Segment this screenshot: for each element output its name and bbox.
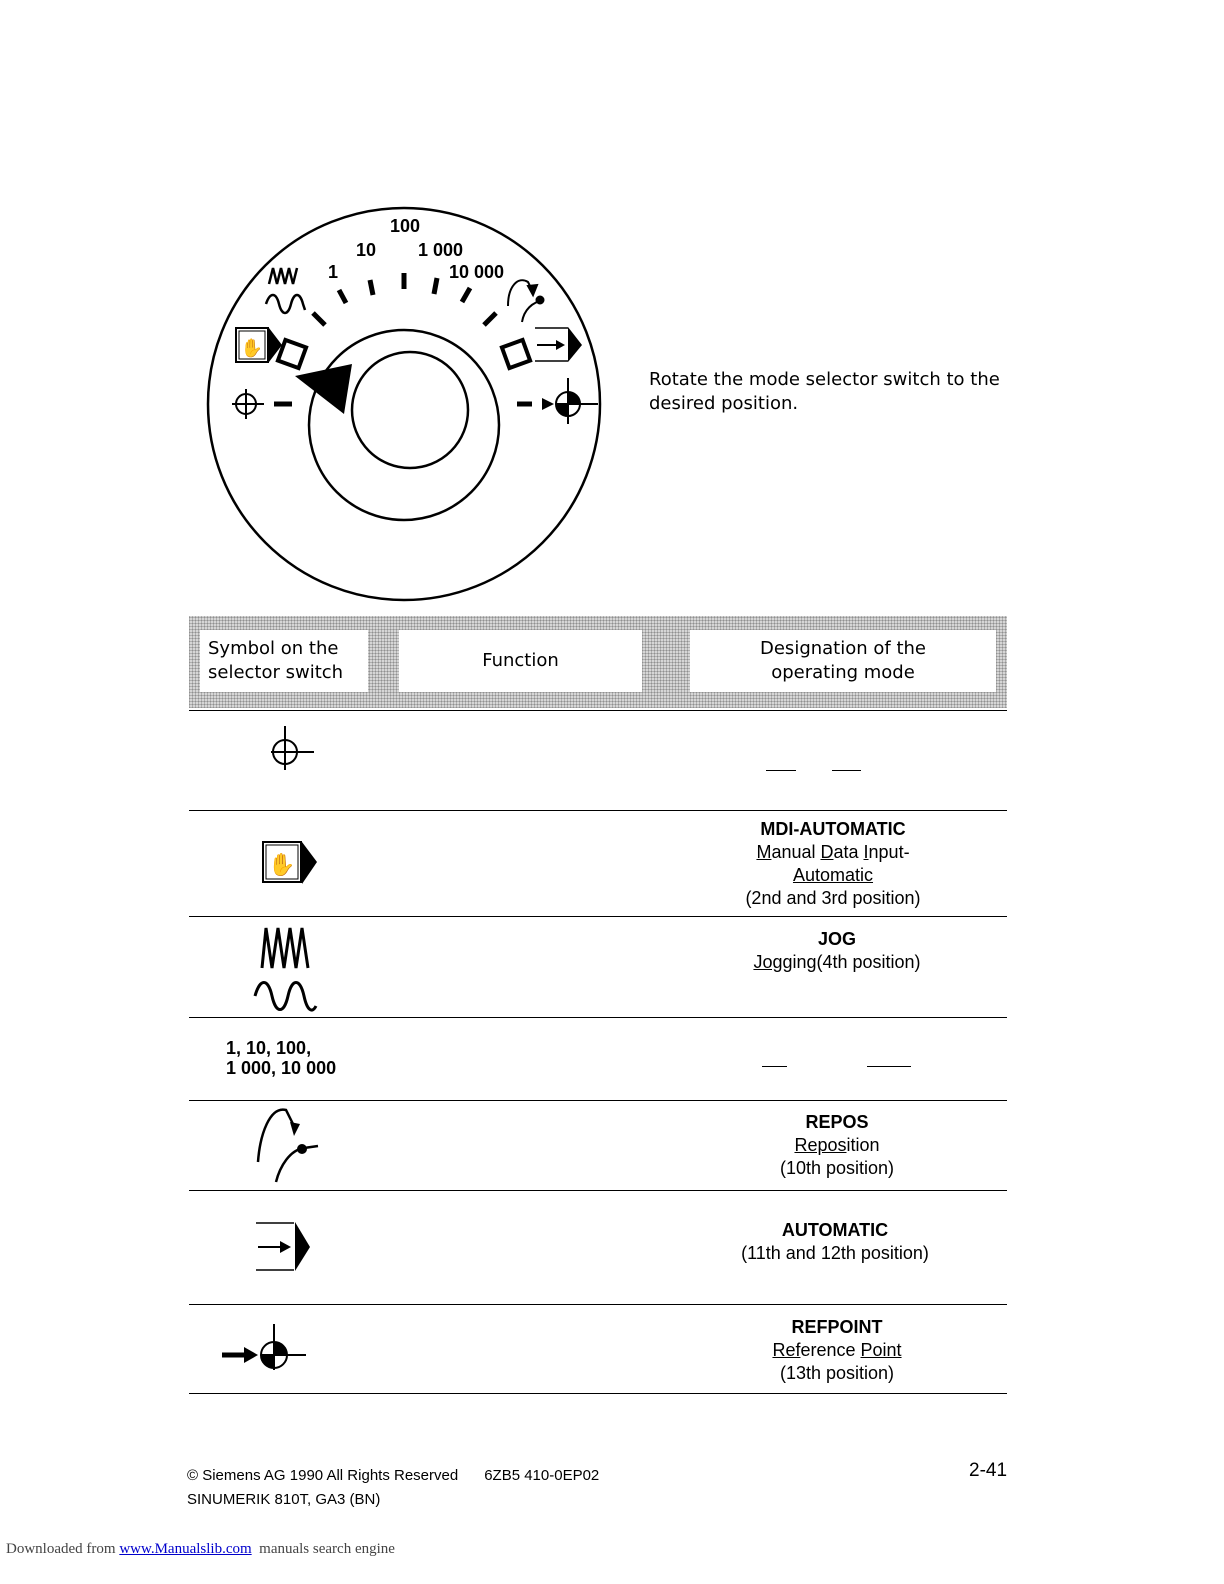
dial-automatic-icon bbox=[535, 327, 582, 362]
row-divider bbox=[189, 916, 1007, 917]
designation-jog: JOG Jogging(4th position) bbox=[753, 929, 921, 972]
row-divider bbox=[189, 1190, 1007, 1191]
row-divider bbox=[189, 1393, 1007, 1394]
page-footer: © Siemens AG 1990 All Rights Reserved 6ZB5 410-0EP02 SINUMERIK 810T, GA3 (BN) bbox=[187, 1467, 600, 1508]
blank-underline bbox=[867, 1066, 911, 1067]
svg-text:✋: ✋ bbox=[268, 853, 296, 878]
header-function: Function bbox=[399, 630, 642, 692]
designation-repos: REPOS Reposition (10th position) bbox=[779, 1112, 895, 1178]
automatic-icon bbox=[254, 1220, 314, 1276]
dial-refpoint-icon bbox=[542, 378, 598, 424]
row-divider bbox=[189, 1100, 1007, 1101]
refpoint-icon bbox=[220, 1322, 308, 1372]
dial-label-1000: 1 000 bbox=[418, 240, 464, 260]
blank-underline bbox=[832, 770, 861, 771]
download-notice: Downloaded from www.Manualslib.com manuals search engine bbox=[6, 1541, 395, 1557]
table-header bbox=[189, 616, 1007, 708]
designation-mdi: MDI-AUTOMATIC Manual Data Input- Automatic (2nd and 3rd position) bbox=[745, 819, 921, 908]
mdi-hand-icon bbox=[262, 840, 320, 886]
dial-label-100: 100 bbox=[390, 216, 421, 236]
dial-repos-icon bbox=[508, 280, 544, 322]
dial-jog-icon bbox=[266, 268, 305, 313]
dial-mdi-icon bbox=[236, 328, 282, 362]
increment-steps-text: 1, 10, 100, 1 000, 10 000 bbox=[226, 1038, 337, 1078]
row-divider bbox=[189, 710, 1007, 711]
row-divider bbox=[189, 1304, 1007, 1305]
blank-underline bbox=[762, 1066, 787, 1067]
dial-pointer bbox=[295, 364, 352, 414]
svg-text:✋: ✋ bbox=[240, 338, 264, 359]
page-number: 2-41 bbox=[969, 1460, 1008, 1481]
preset-icon bbox=[266, 722, 318, 772]
instruction-text: Rotate the mode selector switch to the desired position. bbox=[649, 369, 1000, 414]
repos-icon bbox=[250, 1104, 326, 1184]
manualslib-link[interactable]: www.Manualslib.com bbox=[119, 1541, 252, 1557]
dial-label-1: 1 bbox=[328, 262, 339, 282]
dial-preset-icon bbox=[232, 389, 264, 419]
jog-icon bbox=[252, 922, 324, 1018]
designation-automatic: AUTOMATIC (11th and 12th position) bbox=[741, 1220, 929, 1263]
designation-refpoint: REFPOINT Reference Point (13th position) bbox=[772, 1317, 902, 1383]
header-designation: Designation of the operating mode bbox=[690, 630, 996, 692]
header-symbol: Symbol on the selector switch bbox=[200, 630, 368, 692]
mode-selector-dial bbox=[200, 200, 610, 610]
dial-label-10: 10 bbox=[356, 240, 377, 260]
row-divider bbox=[189, 810, 1007, 811]
blank-underline bbox=[766, 770, 796, 771]
dial-label-10000: 10 000 bbox=[449, 262, 505, 282]
